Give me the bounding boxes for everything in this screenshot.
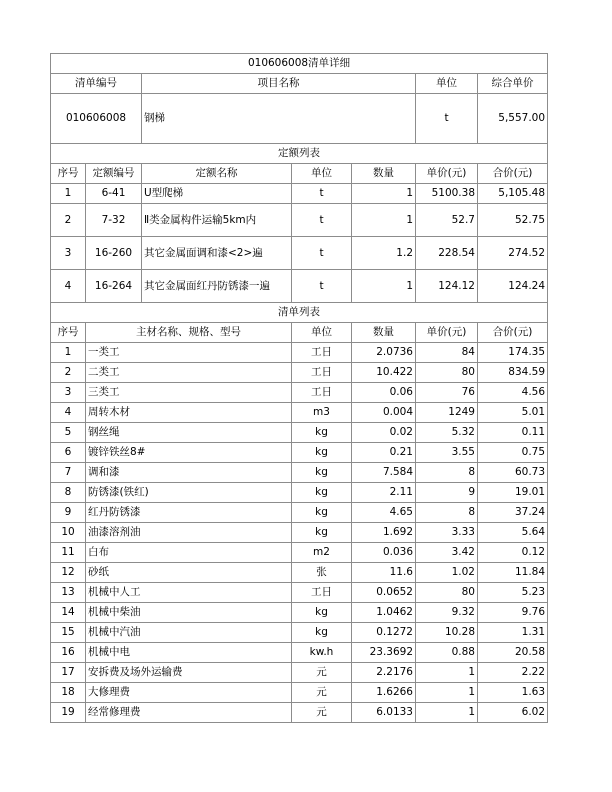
list-unit: 元 xyxy=(292,663,352,683)
list-row xyxy=(51,343,548,363)
list-unit: kg xyxy=(292,483,352,503)
list-unit: 工日 xyxy=(292,383,352,403)
list-unit: 工日 xyxy=(292,343,352,363)
item-price: 5,557.00 xyxy=(478,94,548,144)
quota-unit: t xyxy=(292,204,352,237)
quota-no: 1 xyxy=(51,184,86,204)
list-qty: 2.11 xyxy=(352,483,416,503)
list-price: 9 xyxy=(416,483,478,503)
list-name: 红丹防锈漆 xyxy=(86,503,292,523)
quota-row xyxy=(51,237,548,270)
list-total: 0.12 xyxy=(478,543,548,563)
list-row xyxy=(51,483,548,503)
quota-total: 52.75 xyxy=(478,204,548,237)
quota-unit: t xyxy=(292,184,352,204)
list-no: 6 xyxy=(51,443,86,463)
list-total: 20.58 xyxy=(478,643,548,663)
list-total: 1.31 xyxy=(478,623,548,643)
list-name: 经常修理费 xyxy=(86,703,292,723)
quota-qty: 1.2 xyxy=(352,237,416,270)
list-unit: kg xyxy=(292,623,352,643)
list-price-header: 单价(元) xyxy=(416,323,478,343)
list-price: 1 xyxy=(416,663,478,683)
list-name: 一类工 xyxy=(86,343,292,363)
list-total: 6.02 xyxy=(478,703,548,723)
list-header-row xyxy=(51,323,548,343)
list-row xyxy=(51,683,548,703)
list-price: 8 xyxy=(416,503,478,523)
list-no: 18 xyxy=(51,683,86,703)
list-name-header: 主材名称、规格、型号 xyxy=(86,323,292,343)
list-no: 13 xyxy=(51,583,86,603)
list-unit: kg xyxy=(292,463,352,483)
quota-no: 4 xyxy=(51,270,86,303)
item-name: 钢梯 xyxy=(142,94,416,144)
list-row xyxy=(51,423,548,443)
list-total: 4.56 xyxy=(478,383,548,403)
list-price: 84 xyxy=(416,343,478,363)
list-qty: 0.0652 xyxy=(352,583,416,603)
list-unit: kw.h xyxy=(292,643,352,663)
list-total: 2.22 xyxy=(478,663,548,683)
list-row xyxy=(51,583,548,603)
list-qty: 7.584 xyxy=(352,463,416,483)
list-name: 白布 xyxy=(86,543,292,563)
list-qty: 1.6266 xyxy=(352,683,416,703)
quota-code: 7-32 xyxy=(86,204,142,237)
list-qty: 23.3692 xyxy=(352,643,416,663)
list-total: 5.01 xyxy=(478,403,548,423)
detail-table xyxy=(50,53,548,723)
quota-code: 6-41 xyxy=(86,184,142,204)
list-unit: kg xyxy=(292,443,352,463)
quota-price: 52.7 xyxy=(416,204,478,237)
list-no: 14 xyxy=(51,603,86,623)
list-name: 钢丝绳 xyxy=(86,423,292,443)
list-row xyxy=(51,623,548,643)
list-row xyxy=(51,403,548,423)
quota-row xyxy=(51,270,548,303)
list-row xyxy=(51,503,548,523)
list-qty: 11.6 xyxy=(352,563,416,583)
quota-unit: t xyxy=(292,270,352,303)
quota-name: U型爬梯 xyxy=(142,184,292,204)
quota-price: 124.12 xyxy=(416,270,478,303)
list-total: 37.24 xyxy=(478,503,548,523)
quota-no: 3 xyxy=(51,237,86,270)
list-qty: 2.2176 xyxy=(352,663,416,683)
quota-name-header: 定额名称 xyxy=(142,164,292,184)
list-unit: kg xyxy=(292,423,352,443)
list-row xyxy=(51,363,548,383)
list-qty: 1.0462 xyxy=(352,603,416,623)
list-unit: 元 xyxy=(292,683,352,703)
list-price: 80 xyxy=(416,363,478,383)
quota-code-header: 定额编号 xyxy=(86,164,142,184)
list-name: 机械中汽油 xyxy=(86,623,292,643)
item-name-header: 项目名称 xyxy=(142,74,416,94)
quota-qty: 1 xyxy=(352,204,416,237)
item-price-header: 综合单价 xyxy=(478,74,548,94)
list-no: 1 xyxy=(51,343,86,363)
list-name: 二类工 xyxy=(86,363,292,383)
list-total: 0.75 xyxy=(478,443,548,463)
item-unit-header: 单位 xyxy=(416,74,478,94)
list-price: 8 xyxy=(416,463,478,483)
list-no: 11 xyxy=(51,543,86,563)
list-total: 60.73 xyxy=(478,463,548,483)
list-qty: 0.1272 xyxy=(352,623,416,643)
quota-row xyxy=(51,184,548,204)
list-row xyxy=(51,643,548,663)
list-row xyxy=(51,443,548,463)
list-total: 0.11 xyxy=(478,423,548,443)
list-price: 80 xyxy=(416,583,478,603)
quota-price: 5100.38 xyxy=(416,184,478,204)
quota-no: 2 xyxy=(51,204,86,237)
quota-code: 16-260 xyxy=(86,237,142,270)
list-name: 安拆费及场外运输费 xyxy=(86,663,292,683)
list-unit: kg xyxy=(292,503,352,523)
list-price: 1.02 xyxy=(416,563,478,583)
list-qty: 0.21 xyxy=(352,443,416,463)
list-qty: 2.0736 xyxy=(352,343,416,363)
list-unit: kg xyxy=(292,523,352,543)
list-name: 机械中柴油 xyxy=(86,603,292,623)
list-name: 镀锌铁丝8# xyxy=(86,443,292,463)
list-name: 大修理费 xyxy=(86,683,292,703)
list-price: 9.32 xyxy=(416,603,478,623)
list-total-header: 合价(元) xyxy=(478,323,548,343)
quota-qty: 1 xyxy=(352,270,416,303)
quota-total: 5,105.48 xyxy=(478,184,548,204)
list-qty: 10.422 xyxy=(352,363,416,383)
list-unit: 元 xyxy=(292,703,352,723)
quota-name: 其它金属面调和漆<2>遍 xyxy=(142,237,292,270)
list-qty: 0.02 xyxy=(352,423,416,443)
quota-name: Ⅱ类金属构件运输5km内 xyxy=(142,204,292,237)
list-no: 3 xyxy=(51,383,86,403)
quota-section-title: 定额列表 xyxy=(51,144,548,164)
list-no: 16 xyxy=(51,643,86,663)
list-total: 834.59 xyxy=(478,363,548,383)
list-qty: 0.036 xyxy=(352,543,416,563)
list-total: 1.63 xyxy=(478,683,548,703)
list-no: 12 xyxy=(51,563,86,583)
list-section-title: 清单列表 xyxy=(51,303,548,323)
list-unit-header: 单位 xyxy=(292,323,352,343)
list-row xyxy=(51,463,548,483)
quota-unit-header: 单位 xyxy=(292,164,352,184)
list-row xyxy=(51,523,548,543)
list-qty-header: 数量 xyxy=(352,323,416,343)
list-no: 8 xyxy=(51,483,86,503)
quota-total: 124.24 xyxy=(478,270,548,303)
list-section-row xyxy=(51,303,548,323)
list-row xyxy=(51,543,548,563)
quota-no-header: 序号 xyxy=(51,164,86,184)
list-price: 3.42 xyxy=(416,543,478,563)
list-no: 2 xyxy=(51,363,86,383)
list-unit: 张 xyxy=(292,563,352,583)
list-qty: 0.06 xyxy=(352,383,416,403)
list-row xyxy=(51,603,548,623)
list-qty: 1.692 xyxy=(352,523,416,543)
list-no: 9 xyxy=(51,503,86,523)
list-unit: 工日 xyxy=(292,363,352,383)
list-qty: 6.0133 xyxy=(352,703,416,723)
list-row xyxy=(51,563,548,583)
list-price: 0.88 xyxy=(416,643,478,663)
list-name: 周转木材 xyxy=(86,403,292,423)
list-row xyxy=(51,703,548,723)
list-price: 3.33 xyxy=(416,523,478,543)
quota-price: 228.54 xyxy=(416,237,478,270)
list-price: 76 xyxy=(416,383,478,403)
list-total: 19.01 xyxy=(478,483,548,503)
list-total: 5.23 xyxy=(478,583,548,603)
item-code-header: 清单编号 xyxy=(51,74,142,94)
list-name: 机械中人工 xyxy=(86,583,292,603)
list-name: 油漆溶剂油 xyxy=(86,523,292,543)
list-name: 调和漆 xyxy=(86,463,292,483)
list-no: 4 xyxy=(51,403,86,423)
list-qty: 4.65 xyxy=(352,503,416,523)
item-unit: t xyxy=(416,94,478,144)
list-no: 17 xyxy=(51,663,86,683)
list-total: 174.35 xyxy=(478,343,548,363)
list-no: 5 xyxy=(51,423,86,443)
quota-unit: t xyxy=(292,237,352,270)
list-total: 11.84 xyxy=(478,563,548,583)
list-name: 三类工 xyxy=(86,383,292,403)
list-no: 19 xyxy=(51,703,86,723)
list-name: 防锈漆(铁红) xyxy=(86,483,292,503)
list-row xyxy=(51,383,548,403)
quota-qty-header: 数量 xyxy=(352,164,416,184)
quota-qty: 1 xyxy=(352,184,416,204)
list-price: 5.32 xyxy=(416,423,478,443)
list-unit: m2 xyxy=(292,543,352,563)
quota-name: 其它金属面红丹防锈漆一遍 xyxy=(142,270,292,303)
list-qty: 0.004 xyxy=(352,403,416,423)
list-price: 1 xyxy=(416,703,478,723)
list-row xyxy=(51,663,548,683)
list-price: 1 xyxy=(416,683,478,703)
list-price: 10.28 xyxy=(416,623,478,643)
list-name: 机械中电 xyxy=(86,643,292,663)
quota-total: 274.52 xyxy=(478,237,548,270)
list-total: 5.64 xyxy=(478,523,548,543)
page-title: 010606008清单详细 xyxy=(51,54,548,74)
quota-price-header: 单价(元) xyxy=(416,164,478,184)
list-total: 9.76 xyxy=(478,603,548,623)
list-unit: kg xyxy=(292,603,352,623)
list-no: 15 xyxy=(51,623,86,643)
list-name: 砂纸 xyxy=(86,563,292,583)
list-unit: m3 xyxy=(292,403,352,423)
quota-code: 16-264 xyxy=(86,270,142,303)
list-unit: 工日 xyxy=(292,583,352,603)
quota-row xyxy=(51,204,548,237)
list-no: 10 xyxy=(51,523,86,543)
list-price: 3.55 xyxy=(416,443,478,463)
list-no-header: 序号 xyxy=(51,323,86,343)
item-code: 010606008 xyxy=(51,94,142,144)
list-no: 7 xyxy=(51,463,86,483)
list-price: 1249 xyxy=(416,403,478,423)
quota-total-header: 合价(元) xyxy=(478,164,548,184)
